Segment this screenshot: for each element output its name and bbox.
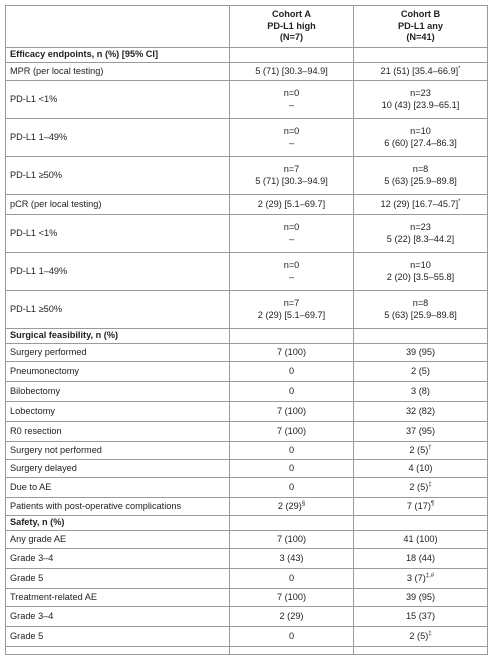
cohort-b-value xyxy=(354,647,488,655)
row-label: Efficacy endpoints, n (%) [95% CI] xyxy=(6,48,230,63)
value-with-footnote xyxy=(358,501,483,513)
row-label: Patients with post-operative complications xyxy=(6,498,230,516)
cohort-a-text: 7 (100) xyxy=(276,533,307,544)
table-row xyxy=(6,81,488,119)
row-label: Grade 3–4 xyxy=(6,549,230,569)
table-row xyxy=(6,157,488,195)
cohort-b-text: 10 (43) [23.9–65.1] xyxy=(381,99,460,110)
table-row xyxy=(6,63,488,81)
cohort-b-text: 5 (63) [25.9–89.8] xyxy=(384,309,457,320)
cohort-b-text: 7 (17) xyxy=(406,500,431,511)
cohort-b-text: n=23 xyxy=(410,222,431,232)
cohort-b-text: n=10 xyxy=(410,126,431,136)
cohort-a-text: – xyxy=(288,233,295,244)
cohort-a-value xyxy=(230,63,354,81)
cohort-a-value xyxy=(230,460,354,478)
table-row xyxy=(6,549,488,569)
cohort-a-value xyxy=(230,291,354,329)
cohort-b-value xyxy=(354,442,488,460)
table-row xyxy=(6,215,488,253)
value-with-footnote xyxy=(358,573,483,585)
cohort-a-text: 0 xyxy=(288,630,295,641)
table-row xyxy=(6,442,488,460)
header-empty-cell xyxy=(6,6,230,48)
footnote-marker: ‡ xyxy=(428,630,432,637)
cohort-a-text: 2 (29) xyxy=(279,610,304,621)
row-label: Grade 5 xyxy=(6,627,230,647)
cohort-b-text: 41 (100) xyxy=(403,533,438,544)
cohort-a-text: 2 (29) [5.1–69.7] xyxy=(257,309,326,320)
cohort-a-value xyxy=(230,344,354,362)
cohort-b-text: 2 (5) xyxy=(409,481,429,492)
cohort-b-value xyxy=(354,291,488,329)
table-header-row xyxy=(6,6,488,48)
cohort-b-text: 2 (5) xyxy=(409,444,429,455)
table-row xyxy=(6,647,488,655)
cohort-b-text: 5 (63) [25.9–89.8] xyxy=(384,175,457,186)
row-label: PD-L1 1–49% xyxy=(6,253,230,291)
cohort-b-value xyxy=(354,607,488,627)
row-label: Any grade AE xyxy=(6,531,230,549)
cohort-a-text: n=0 xyxy=(283,222,300,232)
cohort-a-value xyxy=(230,362,354,382)
table-row xyxy=(6,627,488,647)
cohort-a-value xyxy=(230,607,354,627)
table-body xyxy=(6,48,488,655)
cohort-b-text: 3 (8) xyxy=(411,385,430,396)
value-with-footnote xyxy=(358,445,483,457)
cohort-b-value xyxy=(354,215,488,253)
cohort-a-value xyxy=(230,402,354,422)
cohort-b-value xyxy=(354,589,488,607)
cohort-b-text: 4 (10) xyxy=(408,462,433,473)
section-row xyxy=(6,48,488,63)
section-row xyxy=(6,329,488,344)
section-row xyxy=(6,516,488,531)
cohort-a-text: n=7 xyxy=(283,164,300,174)
cohort-a-value xyxy=(230,253,354,291)
cohort-a-text: 0 xyxy=(288,572,295,583)
row-label: Safety, n (%) xyxy=(6,516,230,531)
row-label: Grade 5 xyxy=(6,569,230,589)
row-label: PD-L1 <1% xyxy=(6,81,230,119)
cohort-b-pdl1: PD-L1 any xyxy=(398,20,443,31)
cohort-b-value xyxy=(354,627,488,647)
cohort-b-value xyxy=(354,422,488,442)
row-label: Due to AE xyxy=(6,478,230,498)
cohort-b-value xyxy=(354,157,488,195)
cohort-b-value xyxy=(354,498,488,516)
footnote-marker: § xyxy=(301,500,306,507)
table-row xyxy=(6,607,488,627)
cohort-b-text: 39 (95) xyxy=(405,346,436,357)
cohort-a-text: – xyxy=(288,137,295,148)
header-cohort-a xyxy=(230,6,354,48)
cohort-b-text: 32 (82) xyxy=(405,405,436,416)
cohort-b-n: (N=41) xyxy=(406,32,435,43)
cohort-a-text: 0 xyxy=(288,385,295,396)
cohort-b-value xyxy=(354,531,488,549)
value-with-footnote xyxy=(358,199,483,211)
cohort-a-text: 5 (71) [30.3–94.9] xyxy=(255,65,328,76)
cohort-a-name: Cohort A xyxy=(272,9,311,20)
value-with-footnote xyxy=(358,482,483,494)
cohort-a-text: 5 (71) [30.3–94.9] xyxy=(255,175,328,186)
cohort-b-value xyxy=(354,478,488,498)
cohort-a-value xyxy=(230,382,354,402)
cohort-a-text: 7 (100) xyxy=(276,425,307,436)
row-label: PD-L1 <1% xyxy=(6,215,230,253)
table-row xyxy=(6,569,488,589)
cohort-b-value xyxy=(354,195,488,215)
cohort-a-value xyxy=(230,549,354,569)
row-label xyxy=(6,647,230,655)
table-row xyxy=(6,253,488,291)
row-label: Treatment-related AE xyxy=(6,589,230,607)
row-label: Surgery delayed xyxy=(6,460,230,478)
footnote-marker: * xyxy=(458,198,461,205)
cohort-a-value xyxy=(230,81,354,119)
cohort-b-value xyxy=(354,382,488,402)
table-row xyxy=(6,291,488,329)
footnote-marker: ‡,# xyxy=(425,572,435,579)
cohort-a-text: 0 xyxy=(288,365,295,376)
cohort-a-text: n=0 xyxy=(283,260,300,270)
cohort-b-text: 21 (51) [35.4–66.9] xyxy=(380,65,459,76)
cohort-a-value xyxy=(230,589,354,607)
row-label: PD-L1 1–49% xyxy=(6,119,230,157)
row-label: MPR (per local testing) xyxy=(6,63,230,81)
cohort-a-text: 0 xyxy=(288,444,295,455)
footnote-marker: ¶ xyxy=(430,500,435,507)
footnote-marker: ‡ xyxy=(428,481,432,488)
row-label: Bilobectomy xyxy=(6,382,230,402)
cohort-a-value xyxy=(230,569,354,589)
cohort-b-name: Cohort B xyxy=(400,9,441,20)
cohort-a-value xyxy=(230,215,354,253)
cohort-b-value xyxy=(354,569,488,589)
table-row xyxy=(6,402,488,422)
cohort-b-text: n=8 xyxy=(412,298,429,308)
cohort-b-value xyxy=(354,362,488,382)
cohort-a-text: – xyxy=(288,99,295,110)
cohort-a-text: 2 (29) xyxy=(277,500,302,511)
cohort-a-value xyxy=(230,119,354,157)
cohort-a-text: n=0 xyxy=(283,88,300,98)
table-row xyxy=(6,344,488,362)
row-label: Surgery not performed xyxy=(6,442,230,460)
cohort-b-text: 18 (44) xyxy=(405,552,436,563)
value-with-footnote xyxy=(358,66,483,78)
cohort-b-value xyxy=(354,81,488,119)
cohort-a-text: n=7 xyxy=(283,298,300,308)
cohort-b-text: 12 (29) [16.7–45.7] xyxy=(380,198,459,209)
row-label: R0 resection xyxy=(6,422,230,442)
cohort-b-text: 15 (37) xyxy=(405,610,436,621)
row-label: Grade 3–4 xyxy=(6,607,230,627)
table-row xyxy=(6,195,488,215)
table-row xyxy=(6,478,488,498)
cohort-a-text: 7 (100) xyxy=(276,346,307,357)
cohort-b-value xyxy=(354,549,488,569)
value-with-footnote xyxy=(358,631,483,643)
cohort-a-value xyxy=(230,647,354,655)
row-label: Pneumonectomy xyxy=(6,362,230,382)
results-table xyxy=(5,5,488,655)
cohort-b-cell xyxy=(354,329,488,344)
row-label: PD-L1 ≥50% xyxy=(6,157,230,195)
table-row xyxy=(6,460,488,478)
cohort-b-value xyxy=(354,344,488,362)
footnote-marker: * xyxy=(458,65,461,72)
table-row xyxy=(6,362,488,382)
cohort-b-value xyxy=(354,253,488,291)
cohort-a-text: 7 (100) xyxy=(276,405,307,416)
cohort-a-text: – xyxy=(288,271,295,282)
cohort-a-value xyxy=(230,195,354,215)
cohort-a-value xyxy=(230,422,354,442)
cohort-a-text: 0 xyxy=(288,481,295,492)
cohort-b-text: 6 (60) [27.4–86.3] xyxy=(384,137,457,148)
cohort-b-text: 2 (20) [3.5–55.8] xyxy=(386,271,455,282)
cohort-a-cell xyxy=(230,48,354,63)
cohort-b-text: 37 (95) xyxy=(405,425,436,436)
value-with-footnote xyxy=(234,501,349,513)
cohort-a-n: (N=7) xyxy=(279,32,304,43)
table-row xyxy=(6,422,488,442)
footnote-marker: † xyxy=(428,444,432,451)
cohort-b-text: 2 (5) xyxy=(411,365,430,376)
cohort-a-value xyxy=(230,442,354,460)
cohort-a-value xyxy=(230,498,354,516)
cohort-a-cell xyxy=(230,329,354,344)
cohort-a-value xyxy=(230,627,354,647)
cohort-b-cell xyxy=(354,48,488,63)
cohort-b-text: 39 (95) xyxy=(405,591,436,602)
cohort-b-value xyxy=(354,402,488,422)
table-row xyxy=(6,531,488,549)
cohort-a-value xyxy=(230,157,354,195)
row-label: PD-L1 ≥50% xyxy=(6,291,230,329)
cohort-b-text: n=10 xyxy=(410,260,431,270)
cohort-a-text: n=0 xyxy=(283,126,300,136)
cohort-a-text: 7 (100) xyxy=(276,591,307,602)
cohort-b-text: n=23 xyxy=(410,88,431,98)
table-row xyxy=(6,119,488,157)
row-label: pCR (per local testing) xyxy=(6,195,230,215)
cohort-b-text: 5 (22) [8.3–44.2] xyxy=(386,233,455,244)
cohort-a-pdl1: PD-L1 high xyxy=(267,20,316,31)
row-label: Lobectomy xyxy=(6,402,230,422)
cohort-a-cell xyxy=(230,516,354,531)
cohort-b-value xyxy=(354,460,488,478)
cohort-b-value xyxy=(354,63,488,81)
row-label: Surgical feasibility, n (%) xyxy=(6,329,230,344)
cohort-a-text: 0 xyxy=(288,462,295,473)
cohort-b-cell xyxy=(354,516,488,531)
cohort-a-text: 3 (43) xyxy=(279,552,304,563)
header-cohort-b xyxy=(354,6,488,48)
cohort-b-text: 2 (5) xyxy=(409,630,429,641)
cohort-a-value xyxy=(230,531,354,549)
table-row xyxy=(6,498,488,516)
cohort-a-text: 2 (29) [5.1–69.7] xyxy=(257,198,326,209)
table-row xyxy=(6,382,488,402)
cohort-b-text: 3 (7) xyxy=(406,572,426,583)
table-row xyxy=(6,589,488,607)
cohort-a-value xyxy=(230,478,354,498)
row-label: Surgery performed xyxy=(6,344,230,362)
cohort-b-value xyxy=(354,119,488,157)
cohort-b-text: n=8 xyxy=(412,164,429,174)
